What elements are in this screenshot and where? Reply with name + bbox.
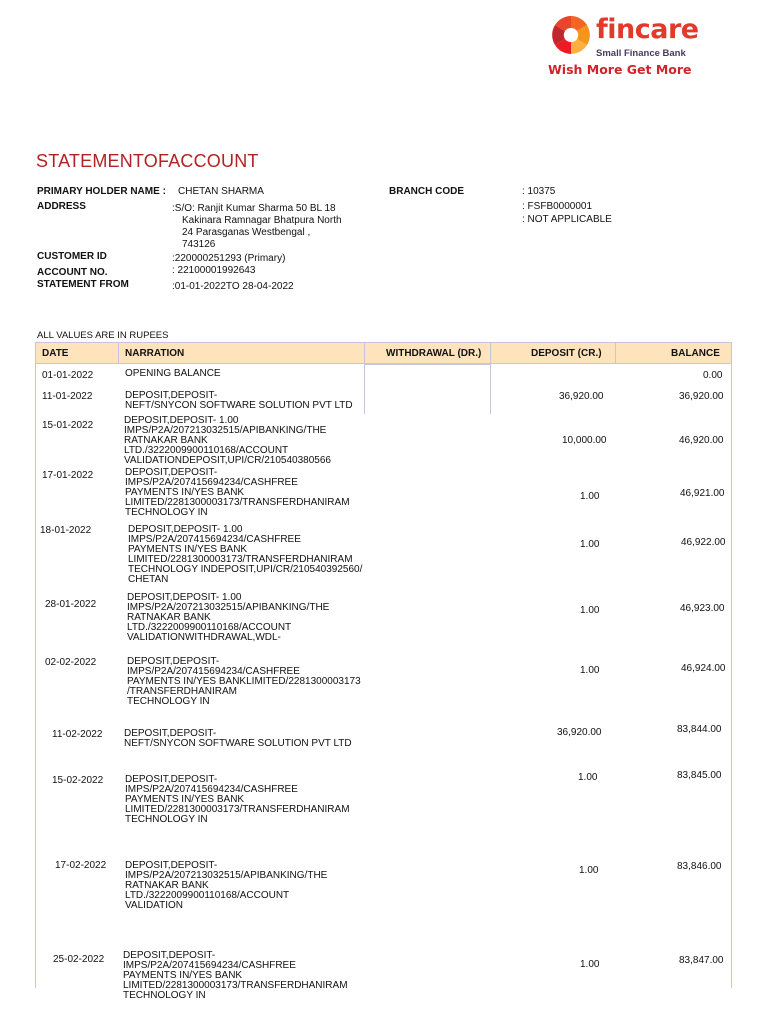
brand-tagline: Wish More Get More: [548, 62, 692, 77]
row-1-deposit: 36,920.00: [559, 391, 604, 402]
row-9-deposit: 1.00: [579, 865, 599, 876]
ifsc-value: : FSFB0000001: [522, 201, 593, 212]
row-1-balance: 36,920.00: [679, 391, 724, 402]
row-5-balance: 46,923.00: [680, 603, 725, 614]
row-9-balance: 83,846.00: [677, 861, 722, 872]
row-2-narration: DEPOSIT,DEPOSIT- 1.00 IMPS/P2A/207213032515/APIBANKING/THE RATNAKAR BANK LTD./3222009900110168/ACCOUNT VALIDATIONDEPOSIT,UPI/CR/210540380566: [124, 415, 331, 466]
primary-holder-value: CHETAN SHARMA: [178, 186, 264, 197]
row-7-narration: DEPOSIT,DEPOSIT- NEFT/SNYCON SOFTWARE SOLUTION PVT LTD: [124, 728, 352, 749]
account-no-label: ACCOUNT NO.: [37, 267, 108, 278]
table-border-right: [731, 342, 732, 988]
row-0-narration: OPENING BALANCE: [125, 368, 221, 379]
statement-title: STATEMENTOFACCOUNT: [36, 151, 259, 171]
withdrawal-box-right: [490, 364, 491, 414]
header-divider-4: [615, 342, 616, 364]
currency-note: ALL VALUES ARE IN RUPEES: [37, 330, 169, 341]
brand-subtitle: Small Finance Bank: [596, 48, 686, 59]
other-value: : NOT APPLICABLE: [522, 214, 612, 225]
row-0-balance: 0.00: [703, 370, 723, 381]
row-10-date: 25-02-2022: [53, 954, 105, 965]
row-8-deposit: 1.00: [578, 772, 598, 783]
bank-logo: [546, 10, 706, 80]
row-8-date: 15-02-2022: [52, 775, 104, 786]
branch-code-label: BRANCH CODE: [389, 186, 464, 197]
address-line-3: 24 Parasganas Westbengal ,: [182, 227, 311, 238]
col-withdrawal: WITHDRAWAL (DR.): [386, 348, 482, 359]
row-5-narration: DEPOSIT,DEPOSIT- 1.00 IMPS/P2A/207213032515/APIBANKING/THE RATNAKAR BANK LTD./3222009900110168/ACCOUNT VALIDATIONWITHDRAWAL,WDL-: [127, 592, 330, 643]
col-date: DATE: [42, 348, 69, 359]
brand-name: fincare: [596, 14, 699, 45]
row-2-deposit: 10,000.00: [562, 435, 607, 446]
row-1-narration: DEPOSIT,DEPOSIT- NEFT/SNYCON SOFTWARE SOLUTION PVT LTD: [125, 390, 353, 411]
statement-from-label: STATEMENT FROM: [37, 279, 129, 290]
row-4-deposit: 1.00: [580, 539, 600, 550]
account-no-value: : 22100001992643: [172, 265, 256, 276]
table-border-left: [35, 342, 36, 988]
header-divider-2: [364, 342, 365, 364]
row-2-date: 15-01-2022: [42, 420, 94, 431]
row-3-narration: DEPOSIT,DEPOSIT- IMPS/P2A/207415694234/CASHFREE PAYMENTS IN/YES BANK LIMITED/2281300003173/TRANSFERDHANIRAM TECHNOLOGY IN: [125, 467, 350, 518]
row-7-balance: 83,844.00: [677, 724, 722, 735]
table-header: [35, 342, 732, 364]
col-deposit: DEPOSIT (CR.): [531, 348, 602, 359]
withdrawal-box-top: [364, 364, 491, 365]
primary-holder-label: PRIMARY HOLDER NAME :: [37, 186, 166, 197]
row-2-balance: 46,920.00: [679, 435, 724, 446]
row-5-date: 28-01-2022: [45, 599, 97, 610]
row-6-deposit: 1.00: [580, 665, 600, 676]
customer-id-value: :220000251293 (Primary): [172, 253, 286, 264]
address-label: ADDRESS: [37, 201, 86, 212]
row-6-date: 02-02-2022: [45, 657, 97, 668]
row-3-deposit: 1.00: [580, 491, 600, 502]
col-narration: NARRATION: [125, 348, 185, 359]
row-7-date: 11-02-2022: [52, 729, 103, 740]
fincare-swirl-icon: [550, 14, 592, 56]
row-10-narration: DEPOSIT,DEPOSIT- IMPS/P2A/207415694234/CASHFREE PAYMENTS IN/YES BANK LIMITED/2281300003173/TRANSFERDHANIRAM TECHNOLOGY IN: [123, 950, 348, 1001]
row-5-deposit: 1.00: [580, 605, 600, 616]
row-8-narration: DEPOSIT,DEPOSIT- IMPS/P2A/207415694234/CASHFREE PAYMENTS IN/YES BANK LIMITED/2281300003173/TRANSFERDHANIRAM TECHNOLOGY IN: [125, 774, 350, 825]
branch-code-value: : 10375: [522, 186, 556, 197]
header-divider-1: [118, 342, 119, 364]
withdrawal-box-left: [364, 364, 365, 414]
row-3-date: 17-01-2022: [42, 470, 94, 481]
row-1-date: 11-01-2022: [42, 391, 93, 402]
row-6-narration: DEPOSIT,DEPOSIT- IMPS/P2A/207415694234/CASHFREE PAYMENTS IN/YES BANKLIMITED/2281300003173 /TRANSFERDHANIRAM TECHNOLOGY IN: [127, 656, 361, 707]
address-line-1: :S/O: Ranjit Kumar Sharma 50 BL 18: [172, 203, 336, 214]
row-9-date: 17-02-2022: [55, 860, 107, 871]
row-3-balance: 46,921.00: [680, 488, 725, 499]
row-8-balance: 83,845.00: [677, 770, 722, 781]
row-6-balance: 46,924.00: [681, 663, 726, 674]
customer-id-label: CUSTOMER ID: [37, 251, 107, 262]
col-balance: BALANCE: [671, 348, 720, 359]
address-line-2: Kakinara Ramnagar Bhatpura North: [182, 215, 342, 226]
row-10-balance: 83,847.00: [679, 955, 724, 966]
row-0-date: 01-01-2022: [42, 370, 94, 381]
row-4-narration: DEPOSIT,DEPOSIT- 1.00 IMPS/P2A/207415694234/CASHFREE PAYMENTS IN/YES BANK LIMITED/2281300003173/TRANSFERDHANIRAM TECHNOLOGY INDEPOSIT,UPI/CR/210540392560/ CHETAN: [128, 524, 363, 585]
row-4-balance: 46,922.00: [681, 537, 726, 548]
statement-from-value: :01-01-2022TO 28-04-2022: [172, 281, 294, 292]
address-line-4: 743126: [182, 239, 216, 250]
row-7-deposit: 36,920.00: [557, 727, 602, 738]
row-9-narration: DEPOSIT,DEPOSIT- IMPS/P2A/207213032515/APIBANKING/THE RATNAKAR BANK LTD./3222009900110168/ACCOUNT VALIDATION: [125, 860, 328, 911]
header-divider-3: [490, 342, 491, 364]
row-4-date: 18-01-2022: [40, 525, 92, 536]
row-10-deposit: 1.00: [580, 959, 600, 970]
